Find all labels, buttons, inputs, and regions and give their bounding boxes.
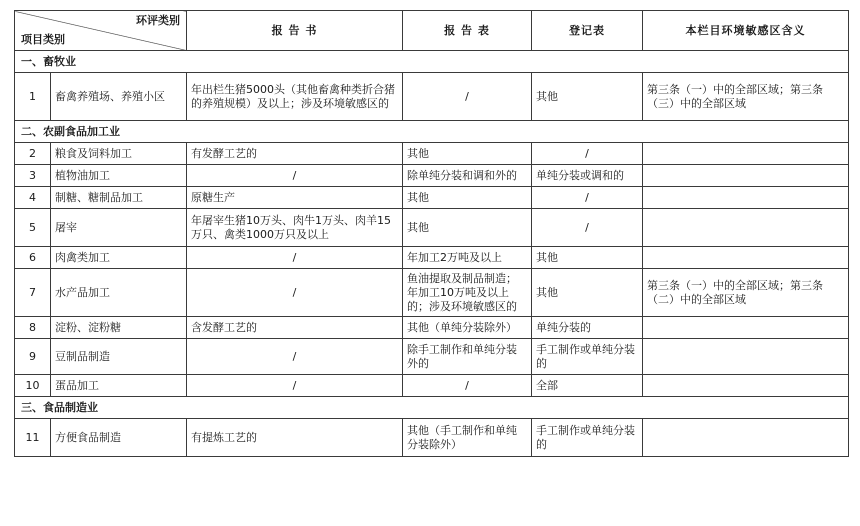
row-number-cell: 4 (15, 187, 51, 209)
register-requirement-cell: 单纯分装或调和的 (532, 165, 643, 187)
sensitive-area-meaning-cell (643, 339, 849, 375)
report-requirement-cell: 年出栏生猪5000头（其他畜禽种类折合猪的养殖规模）及以上；涉及环境敏感区的 (187, 73, 403, 121)
project-name-cell: 制糖、糖制品加工 (51, 187, 187, 209)
report-requirement-cell: 原糖生产 (187, 187, 403, 209)
column-header-report: 报 告 书 (187, 11, 403, 51)
table-row (15, 187, 849, 209)
form-requirement-cell: 其他 (403, 187, 532, 209)
table-header-row (15, 11, 849, 51)
project-category-label: 项目类别 (21, 33, 65, 46)
table-body (15, 51, 849, 457)
section-header-row (15, 397, 849, 419)
row-number-cell: 2 (15, 143, 51, 165)
section-title: 一、畜牧业 (15, 51, 849, 73)
register-requirement-cell: 其他 (532, 247, 643, 269)
project-name-cell: 淀粉、淀粉糖 (51, 317, 187, 339)
form-requirement-cell: 年加工2万吨及以上 (403, 247, 532, 269)
report-requirement-cell: / (187, 269, 403, 317)
row-number-cell: 3 (15, 165, 51, 187)
report-requirement-cell: / (187, 375, 403, 397)
row-number-cell: 9 (15, 339, 51, 375)
project-name-cell: 畜禽养殖场、养殖小区 (51, 73, 187, 121)
report-requirement-cell: 含发酵工艺的 (187, 317, 403, 339)
row-number-cell: 5 (15, 209, 51, 247)
sensitive-area-meaning-cell (643, 317, 849, 339)
register-requirement-cell: / (532, 143, 643, 165)
register-requirement-cell: 全部 (532, 375, 643, 397)
report-requirement-cell: 有发酵工艺的 (187, 143, 403, 165)
register-requirement-cell: 手工制作或单纯分装的 (532, 339, 643, 375)
row-number-cell: 8 (15, 317, 51, 339)
table-row (15, 375, 849, 397)
section-header-row (15, 51, 849, 73)
table-row (15, 73, 849, 121)
register-requirement-cell: / (532, 209, 643, 247)
sensitive-area-meaning-cell (643, 375, 849, 397)
project-name-cell: 蛋品加工 (51, 375, 187, 397)
column-header-register: 登记表 (532, 11, 643, 51)
table-row (15, 143, 849, 165)
diagonal-header-cell (15, 11, 187, 51)
project-name-cell: 豆制品制造 (51, 339, 187, 375)
report-requirement-cell: / (187, 247, 403, 269)
form-requirement-cell: 除单纯分装和调和外的 (403, 165, 532, 187)
row-number-cell: 6 (15, 247, 51, 269)
column-header-form: 报 告 表 (403, 11, 532, 51)
form-requirement-cell: 除手工制作和单纯分装外的 (403, 339, 532, 375)
section-title: 三、食品制造业 (15, 397, 849, 419)
report-requirement-cell: / (187, 339, 403, 375)
sensitive-area-meaning-cell (643, 209, 849, 247)
project-name-cell: 方便食品制造 (51, 419, 187, 457)
project-name-cell: 植物油加工 (51, 165, 187, 187)
form-requirement-cell: / (403, 375, 532, 397)
row-number-cell: 11 (15, 419, 51, 457)
sensitive-area-meaning-cell (643, 143, 849, 165)
sensitive-area-meaning-cell (643, 419, 849, 457)
report-requirement-cell: 有提炼工艺的 (187, 419, 403, 457)
sensitive-area-meaning-cell (643, 187, 849, 209)
column-header-meaning: 本栏目环境敏感区含义 (643, 11, 849, 51)
form-requirement-cell: 其他（手工制作和单纯分装除外） (403, 419, 532, 457)
regulation-table-page (14, 10, 848, 457)
project-name-cell: 屠宰 (51, 209, 187, 247)
sensitive-area-meaning-cell (643, 165, 849, 187)
register-requirement-cell: 其他 (532, 73, 643, 121)
row-number-cell: 10 (15, 375, 51, 397)
form-requirement-cell: 其他（单纯分装除外） (403, 317, 532, 339)
table-row (15, 165, 849, 187)
section-title: 二、农副食品加工业 (15, 121, 849, 143)
report-requirement-cell: / (187, 165, 403, 187)
table-row (15, 247, 849, 269)
table-row (15, 339, 849, 375)
project-name-cell: 肉禽类加工 (51, 247, 187, 269)
sensitive-area-meaning-cell (643, 247, 849, 269)
form-requirement-cell: 其他 (403, 143, 532, 165)
table-row (15, 269, 849, 317)
row-number-cell: 7 (15, 269, 51, 317)
project-name-cell: 粮食及饲料加工 (51, 143, 187, 165)
sensitive-area-meaning-cell: 第三条（一）中的全部区域；第三条（二）中的全部区域 (643, 269, 849, 317)
table-row (15, 317, 849, 339)
register-requirement-cell: 单纯分装的 (532, 317, 643, 339)
row-number-cell: 1 (15, 73, 51, 121)
report-requirement-cell: 年屠宰生猪10万头、肉牛1万头、肉羊15万只、禽类1000万只及以上 (187, 209, 403, 247)
project-name-cell: 水产品加工 (51, 269, 187, 317)
register-requirement-cell: / (532, 187, 643, 209)
form-requirement-cell: 鱼油提取及制品制造；年加工10万吨及以上的；涉及环境敏感区的 (403, 269, 532, 317)
eia-category-table (14, 10, 849, 457)
register-requirement-cell: 其他 (532, 269, 643, 317)
register-requirement-cell: 手工制作或单纯分装的 (532, 419, 643, 457)
form-requirement-cell: / (403, 73, 532, 121)
sensitive-area-meaning-cell: 第三条（一）中的全部区域；第三条（三）中的全部区域 (643, 73, 849, 121)
table-row (15, 419, 849, 457)
table-row (15, 209, 849, 247)
form-requirement-cell: 其他 (403, 209, 532, 247)
eia-category-label: 环评类别 (136, 14, 180, 27)
section-header-row (15, 121, 849, 143)
